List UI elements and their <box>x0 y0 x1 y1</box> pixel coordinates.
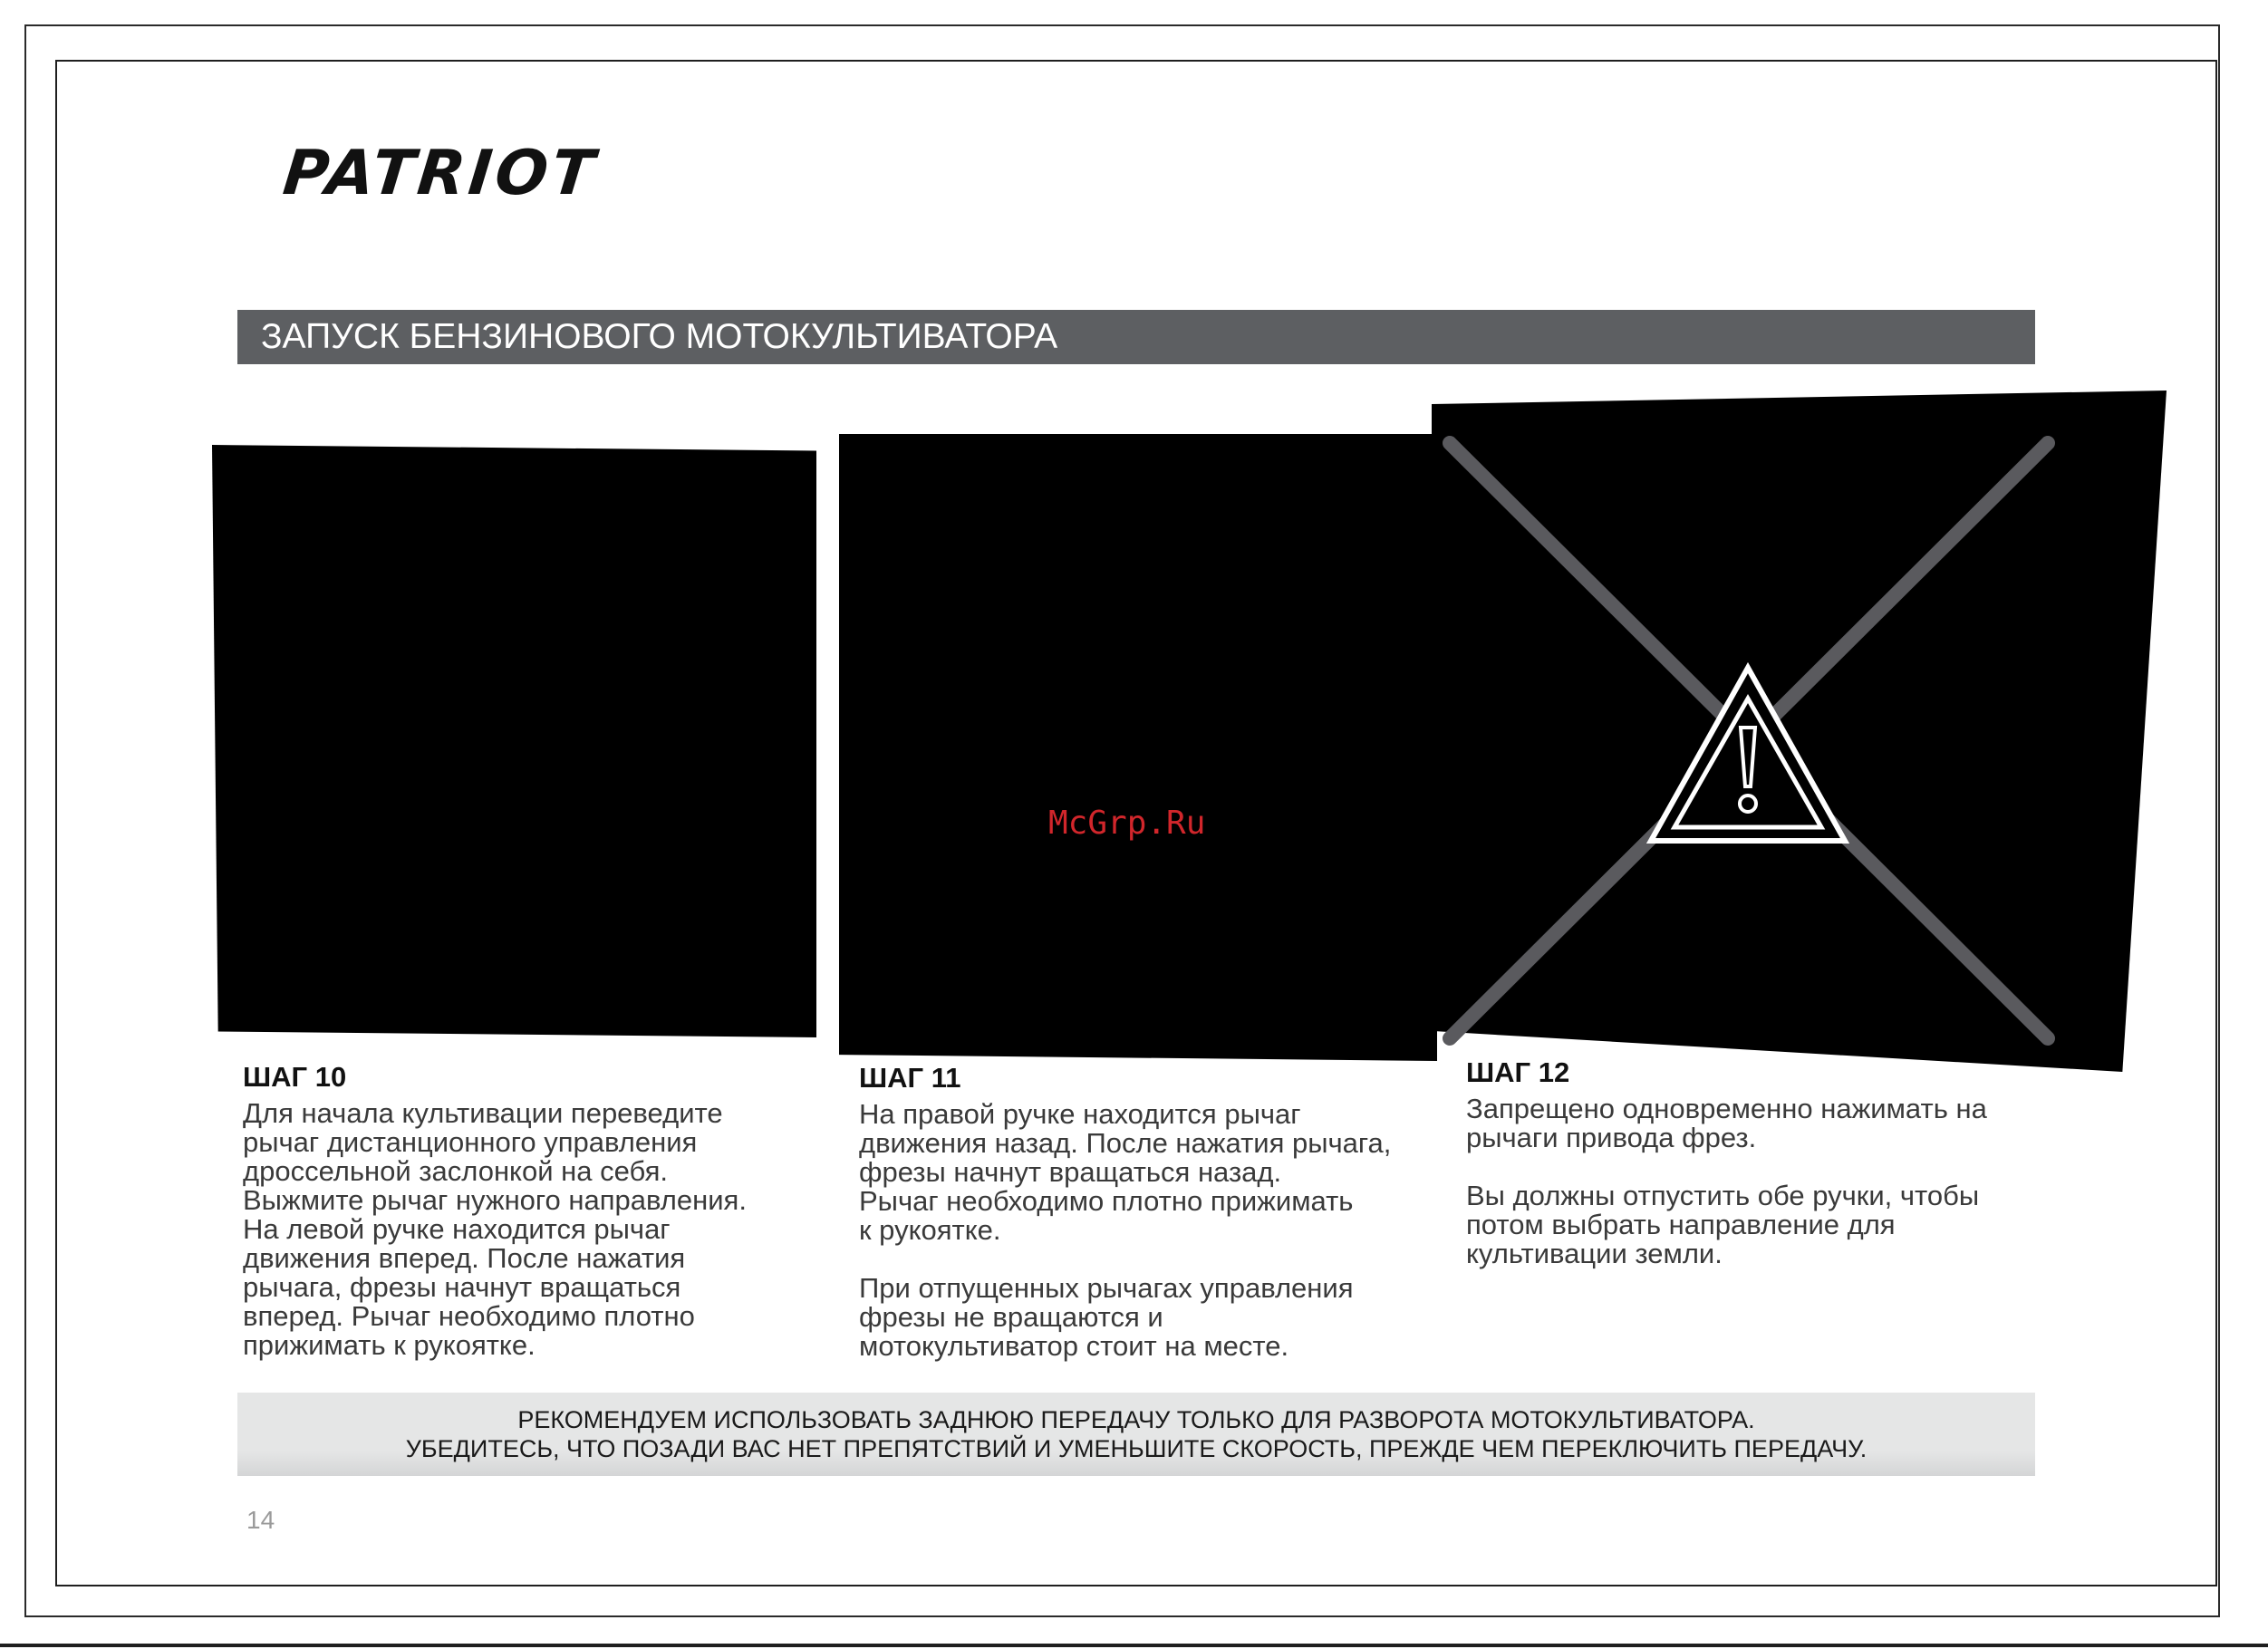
brand-logo: PATRIOT <box>279 138 602 209</box>
step-11-block <box>859 1064 1448 1361</box>
step-11-text-1: На правой ручке находится рычаг движения назад. После нажатия рычага, фрезы начнут вращаться назад. Рычаг необходимо плотно прижимать к рукоятке. <box>859 1098 1392 1246</box>
step-11-photo <box>839 434 1437 1061</box>
step-10-block <box>243 1063 832 1360</box>
step-11-title: ШАГ 11 <box>859 1062 961 1094</box>
reverse-gear-notice <box>237 1393 2035 1476</box>
section-title: ЗАПУСК БЕНЗИНОВОГО МОТОКУЛЬТИВАТОРА <box>237 310 2035 364</box>
watermark: McGrp.Ru <box>1048 805 1206 842</box>
bottom-rule <box>0 1644 2268 1647</box>
step-10-title: ШАГ 10 <box>243 1061 347 1093</box>
step-12-prohibited-overlay <box>1432 391 2167 1072</box>
page-number: 14 <box>246 1506 275 1534</box>
step-12-block <box>1466 1058 2082 1268</box>
step-10-text: Для начала культивации переведите рычаг дистанционного управления дроссельной заслонкой на себя. Выжмите рычаг нужного направления. На левой ручке находится рычаг движения вперед. После нажатия рычага, фрезы начнут вращаться вперед. Рычаг необходимо плотно прижимать к рукоятке. <box>243 1097 747 1361</box>
step-11-text-2: При отпущенных рычагах управления фрезы не вращаются и мотокультиватор стоит на месте. <box>859 1272 1354 1362</box>
notice-line-2: УБЕДИТЕСЬ, ЧТО ПОЗАДИ ВАС НЕТ ПРЕПЯТСТВИЙ И УМЕНЬШИТЕ СКОРОСТЬ, ПРЕЖДЕ ЧЕМ ПЕРЕКЛЮЧИТЬ ПЕРЕДАЧУ. <box>405 1435 1867 1462</box>
step-12-title: ШАГ 12 <box>1466 1056 1570 1088</box>
warning-triangle-icon <box>1651 668 1845 841</box>
notice-line-1: РЕКОМЕНДУЕМ ИСПОЛЬЗОВАТЬ ЗАДНЮЮ ПЕРЕДАЧУ ТОЛЬКО ДЛЯ РАЗВОРОТА МОТОКУЛЬТИВАТОРА. <box>517 1406 1755 1433</box>
step-12-text-1: Запрещено одновременно нажимать на рычаги привода фрез. <box>1466 1093 1987 1153</box>
step-10-photo <box>212 445 816 1037</box>
step-12-text-2: Вы должны отпустить обе ручки, чтобы потом выбрать направление для культивации земли. <box>1466 1180 1980 1269</box>
